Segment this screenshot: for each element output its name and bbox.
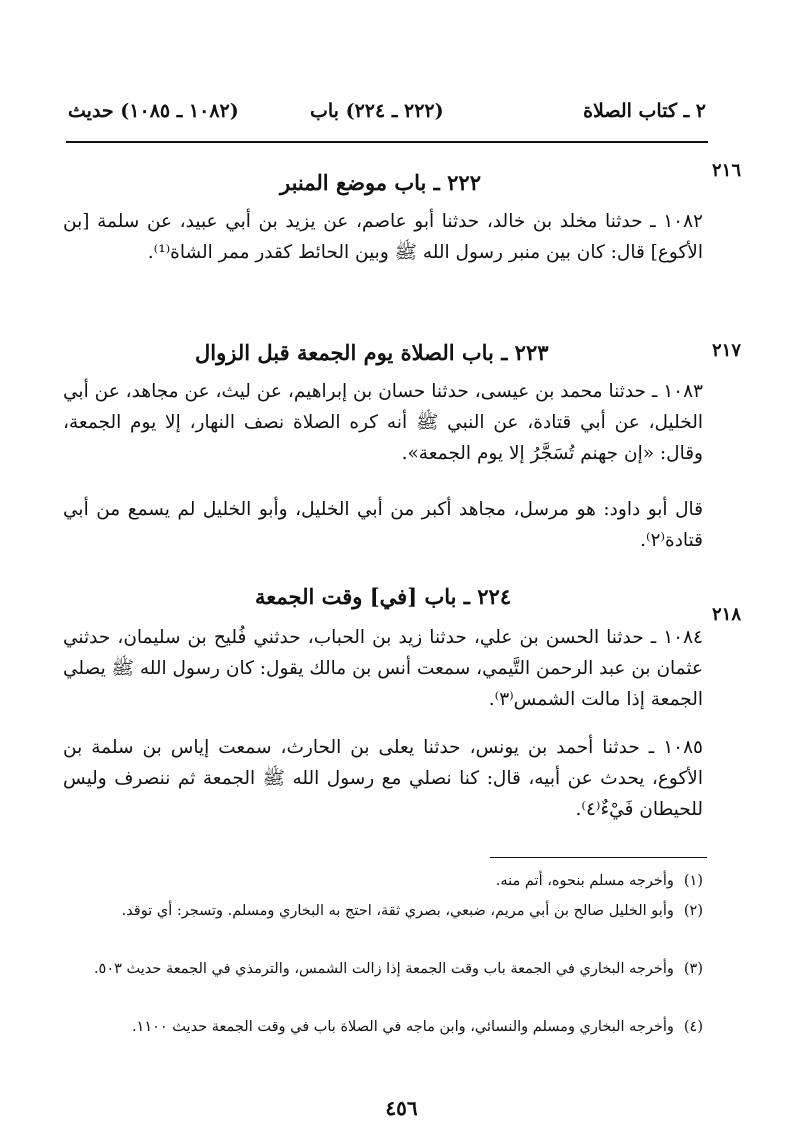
margin-number: ٢١٨ bbox=[712, 604, 742, 625]
footnote-text: وأبو الخليل صالح بن أبي مريم، ضبعي، بصري ثقة، احتج به البخاري ومسلم. وتسجر: أي توقد. bbox=[121, 903, 674, 919]
hadith-paragraph: ١٠٨٣ ـ حدثنا محمد بن عيسى، حدثنا حسان بن إبراهيم، عن ليث، عن مجاهد، عن أبي الخليل، عن أبي قتادة، عن النبي ﷺ أنه كره الصلاة نصف النهار، إلا يوم الجمعة، وقال: «إن جهنم تُسَجَّرُ إلا يوم الجمعة». bbox=[63, 381, 703, 464]
chapter-heading: ٢٢٢ ـ باب موضع المنبر bbox=[280, 170, 481, 195]
chapter-heading: ٢٢٣ ـ باب الصلاة يوم الجمعة قبل الزوال bbox=[195, 340, 549, 365]
footnote-number: (١) bbox=[683, 873, 703, 889]
footnote bbox=[63, 868, 703, 894]
chapter-heading: ٢٢٤ ـ باب [في] وقت الجمعة bbox=[255, 584, 512, 609]
footnote-text: وأخرجه مسلم بنحوه، أتم منه. bbox=[495, 873, 674, 889]
footnote-text: وأخرجه البخاري في الجمعة باب وقت الجمعة إذا زالت الشمس، والترمذي في الجمعة حديث ٥٠٣. bbox=[93, 961, 674, 977]
running-header-book-title: ٢ ـ كتاب الصلاة bbox=[583, 100, 706, 122]
footnote-rule bbox=[490, 857, 707, 858]
footnote-number: (٢) bbox=[683, 903, 703, 919]
footnote bbox=[63, 1014, 703, 1040]
footnote-number: (٣) bbox=[683, 961, 703, 977]
hadith-paragraph: ١٠٨٥ ـ حدثنا أحمد بن يونس، حدثنا يعلى بن الحارث، سمعت إياس بن سلمة بن الأكوع، يحدث عن أبيه، قال: كنا نصلي مع رسول الله ﷺ الجمعة ثم ننصرف وليس للحيطان فَيْءٌ⁽٤⁾. bbox=[63, 737, 703, 820]
margin-number: ٢١٦ bbox=[712, 160, 742, 181]
footnote-number: (٤) bbox=[683, 1019, 703, 1035]
commentary-paragraph: قال أبو داود: هو مرسل، مجاهد أكبر من أبي الخليل، وأبو الخليل لم يسمع من أبي قتادة⁽٢⁾. bbox=[63, 499, 703, 551]
page-number: ٤٥٦ bbox=[385, 1096, 418, 1120]
running-header-hadith-range: (١٠٨٢ ـ ١٠٨٥) حديث bbox=[68, 100, 239, 122]
footnote bbox=[63, 898, 703, 924]
hadith-paragraph: ١٠٨٤ ـ حدثنا الحسن بن علي، حدثنا زيد بن الحباب، حدثني فُليح بن سليمان، حدثني عثمان بن عبد الرحمن التَّيمي، سمعت أنس بن مالك يقول: كان رسول الله ﷺ يصلي الجمعة إذا مالت الشمس⁽٣⁾. bbox=[63, 627, 703, 710]
hadith-paragraph: ١٠٨٢ ـ حدثنا مخلد بن خالد، حدثنا أبو عاصم، عن يزيد بن أبي عبيد، عن سلمة [بن الأكوع] قال: كان بين منبر رسول الله ﷺ وبين الحائط كقدر ممر الشاة⁽¹⁾. bbox=[63, 211, 703, 263]
margin-number: ٢١٧ bbox=[712, 340, 742, 361]
header-rule bbox=[66, 141, 708, 143]
footnote-text: وأخرجه البخاري ومسلم والنسائي، وابن ماجه في الصلاة باب في وقت الجمعة حديث ١١٠٠. bbox=[131, 1019, 674, 1035]
running-header-chapter-range: (٢٢٢ ـ ٢٢٤) باب bbox=[310, 100, 444, 122]
footnote bbox=[63, 956, 703, 982]
